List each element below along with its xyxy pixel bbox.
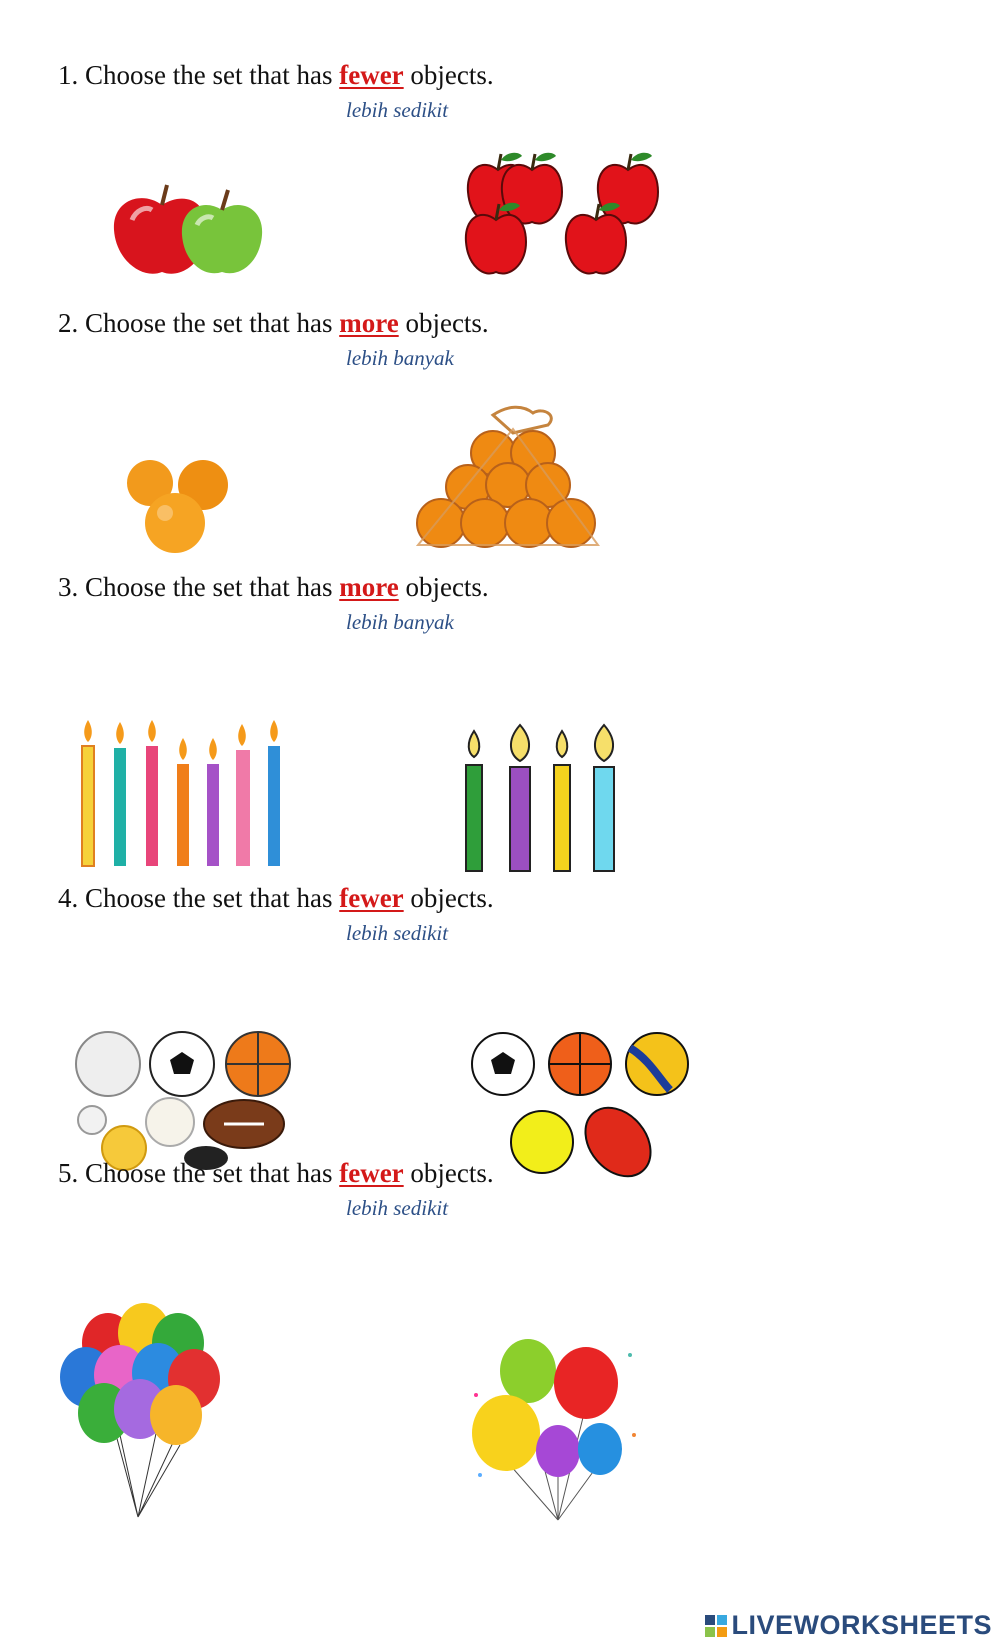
option-2b[interactable]	[413, 405, 603, 555]
brand-name: LIVEWORKSHEETS	[731, 1610, 992, 1640]
apple-icon	[468, 150, 668, 280]
keyword: fewer	[339, 60, 404, 90]
translation: lebih sedikit	[346, 921, 449, 945]
question-5: 5. Choose the set that has fewer objects.	[58, 1158, 494, 1188]
brand-logo	[705, 1610, 992, 1641]
translation: lebih banyak	[346, 610, 454, 634]
option-3a[interactable]	[78, 720, 298, 870]
keyword: fewer	[339, 1158, 404, 1188]
question-4: 4. Choose the set that has fewer objects.	[58, 883, 494, 913]
translation: lebih sedikit	[346, 98, 449, 122]
option-2a[interactable]	[125, 455, 235, 555]
translation: lebih banyak	[346, 346, 454, 370]
option-1b[interactable]	[468, 150, 668, 280]
question-3: 3. Choose the set that has more objects.	[58, 572, 489, 602]
liveworksheets-icon	[705, 1615, 727, 1637]
balloon-icon	[60, 1305, 230, 1525]
apple-icon	[112, 180, 272, 280]
option-5a[interactable]	[60, 1305, 230, 1525]
ball-icon	[470, 1030, 690, 1180]
candle-icon	[78, 720, 298, 870]
question-2: 2. Choose the set that has more objects.	[58, 308, 489, 338]
option-3b[interactable]	[460, 725, 630, 875]
translation: lebih sedikit	[346, 1196, 449, 1220]
question-1: 1. Choose the set that has fewer objects.	[58, 60, 494, 90]
option-5b[interactable]	[470, 1335, 640, 1525]
orange-bag-icon	[413, 405, 603, 555]
keyword: fewer	[339, 883, 404, 913]
option-4b[interactable]	[470, 1030, 690, 1180]
balloon-icon	[470, 1335, 640, 1525]
option-1a[interactable]	[112, 180, 272, 280]
candle-icon	[460, 725, 630, 875]
keyword: more	[339, 308, 399, 338]
orange-icon	[125, 455, 235, 555]
keyword: more	[339, 572, 399, 602]
